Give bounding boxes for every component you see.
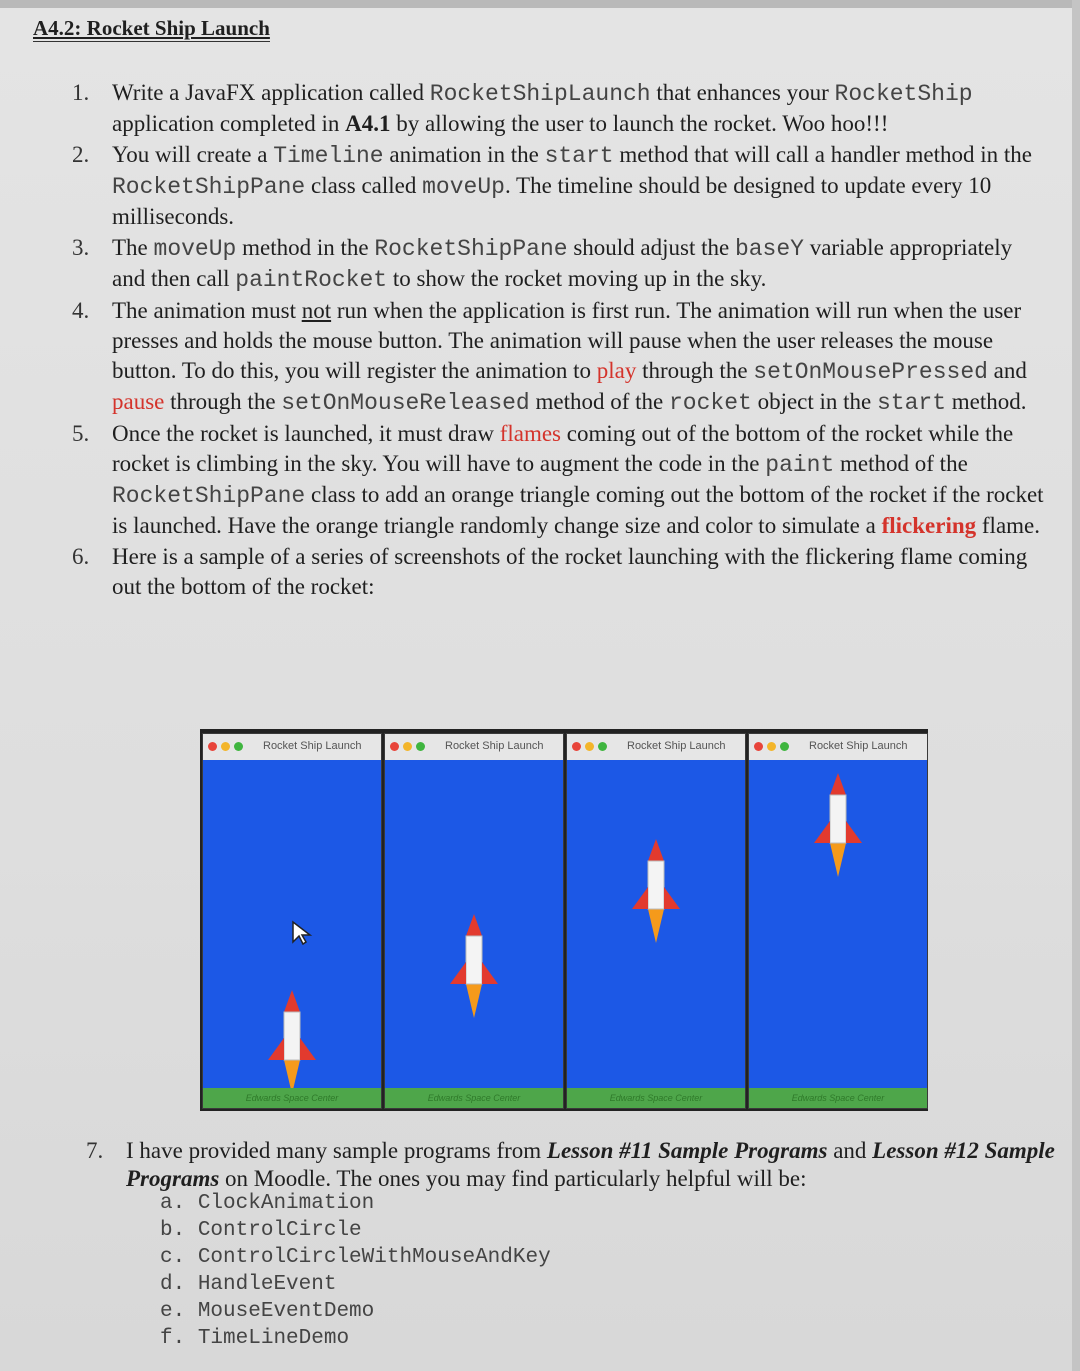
- rocket-nose: [648, 839, 664, 861]
- instruction-list: [72, 78, 1047, 603]
- sample-label: f.: [160, 1327, 186, 1350]
- sample-label: c.: [160, 1246, 186, 1269]
- text-run: paintRocket: [235, 267, 388, 293]
- rocket-right-fin: [482, 962, 498, 984]
- rocket-left-fin: [632, 887, 648, 909]
- rocket-left-fin: [450, 962, 466, 984]
- rocket-body: [648, 861, 664, 909]
- item-number: 7.: [86, 1138, 104, 1163]
- text-run: flames: [499, 421, 561, 446]
- item-number: 5.: [72, 421, 90, 446]
- item-number: 6.: [72, 544, 90, 569]
- instruction-item-3: [72, 233, 1047, 295]
- text-run: method of the: [529, 389, 669, 414]
- text-run: setOnMousePressed: [753, 359, 988, 385]
- sample-name: HandleEvent: [197, 1273, 337, 1296]
- sample-label: e.: [160, 1300, 186, 1323]
- rocket-body: [284, 1012, 300, 1060]
- text-run: class to add an orange triangle coming out the bottom of the rocket if the rocket is launched. Have the orange triangle randomly change size and color to simulate a: [112, 482, 1044, 538]
- rocket-nose: [284, 990, 300, 1012]
- sample-name: ClockAnimation: [197, 1192, 375, 1215]
- text-run: start: [877, 390, 947, 416]
- rocket-icon[interactable]: [808, 773, 868, 877]
- text-run: You will create a: [112, 142, 274, 167]
- text-run: Timeline: [273, 143, 384, 169]
- window-close-icon[interactable]: [390, 742, 399, 751]
- window-zoom-icon[interactable]: [598, 742, 607, 751]
- text-run: setOnMouseReleased: [281, 390, 530, 416]
- text-run: RocketShip: [834, 81, 973, 107]
- rocket-flame: [648, 909, 664, 943]
- window-title: Rocket Ship Launch: [809, 740, 908, 752]
- window-minimize-icon[interactable]: [585, 742, 594, 751]
- ground-label: Edwards Space Center: [385, 1088, 563, 1108]
- text-run: to show the rocket moving up in the sky.: [387, 266, 767, 291]
- text-run: and: [827, 1138, 873, 1163]
- window-titlebar: [385, 734, 563, 760]
- text-run: run when the application is first run. The animation will run when the user presses and holds the mouse button. The animation will pause when the user releases the mouse button. To do this, you will register the animation to: [112, 298, 1022, 383]
- rocket-window-4: [748, 733, 928, 1109]
- rocket-right-fin: [664, 887, 680, 909]
- instruction-item-5: [72, 419, 1047, 541]
- instruction-item-4: [72, 296, 1047, 418]
- text-run: The: [112, 235, 154, 260]
- item-number: 1.: [72, 80, 90, 105]
- sample-name: ControlCircleWithMouseAndKey: [197, 1246, 551, 1269]
- window-zoom-icon[interactable]: [780, 742, 789, 751]
- sample-name: ControlCircle: [197, 1219, 362, 1242]
- rocket-flame: [830, 843, 846, 877]
- window-minimize-icon[interactable]: [403, 742, 412, 751]
- text-run: baseY: [734, 236, 804, 262]
- text-run: RocketShipLaunch: [429, 81, 651, 107]
- sample-program-list: [160, 1190, 551, 1352]
- text-run: application completed in: [112, 111, 346, 136]
- text-run: animation in the: [383, 142, 545, 167]
- rocket-nose: [466, 914, 482, 936]
- item-number: 4.: [72, 298, 90, 323]
- text-run: The animation must: [112, 298, 302, 323]
- rocket-icon[interactable]: [262, 990, 322, 1094]
- window-zoom-icon[interactable]: [234, 742, 243, 751]
- text-run: not: [301, 298, 332, 323]
- page-top-edge: [0, 0, 1080, 8]
- rocket-flame: [466, 984, 482, 1018]
- sample-label: a.: [160, 1192, 186, 1215]
- window-close-icon[interactable]: [754, 742, 763, 751]
- window-minimize-icon[interactable]: [767, 742, 776, 751]
- item-number: 3.: [72, 235, 90, 260]
- rocket-body: [466, 936, 482, 984]
- rocket-window-3: [566, 733, 746, 1109]
- sample-program-item: [160, 1325, 551, 1352]
- instruction-item-2: [72, 140, 1047, 232]
- text-run: play: [596, 358, 637, 383]
- text-run: Write a JavaFX application called: [112, 80, 430, 105]
- text-run: RocketShipPane: [112, 174, 306, 200]
- text-run: flickering: [881, 513, 977, 538]
- sample-program-item: [160, 1244, 551, 1271]
- window-title: Rocket Ship Launch: [445, 740, 544, 752]
- ground-label: Edwards Space Center: [567, 1088, 745, 1108]
- sample-label: d.: [160, 1273, 186, 1296]
- text-run: rocket: [668, 390, 752, 416]
- text-run: and: [987, 358, 1027, 383]
- rocket-icon[interactable]: [444, 914, 504, 1018]
- rocket-left-fin: [268, 1038, 284, 1060]
- sample-program-item: [160, 1217, 551, 1244]
- window-title: Rocket Ship Launch: [627, 740, 726, 752]
- sample-name: MouseEventDemo: [197, 1300, 375, 1323]
- text-run: through the: [636, 358, 754, 383]
- sample-program-item: [160, 1298, 551, 1325]
- sample-program-item: [160, 1271, 551, 1298]
- text-run: on Moodle. The ones you may find particularly helpful will be:: [219, 1166, 807, 1191]
- text-run: Lesson #12 Sample Programs: [126, 1138, 1055, 1191]
- ground-label: Edwards Space Center: [749, 1088, 927, 1108]
- text-run: should adjust the: [567, 235, 735, 260]
- screenshot-strip: [200, 729, 928, 1111]
- rocket-right-fin: [300, 1038, 316, 1060]
- ground-label: Edwards Space Center: [203, 1088, 381, 1108]
- window-zoom-icon[interactable]: [416, 742, 425, 751]
- window-titlebar: [203, 734, 381, 760]
- instruction-item-1: [72, 78, 1047, 139]
- rocket-window-2: [384, 733, 564, 1109]
- assignment-heading: A4.2: Rocket Ship Launch: [33, 16, 270, 40]
- text-run: RocketShipPane: [374, 236, 568, 262]
- text-run: method of the: [834, 451, 968, 476]
- rocket-window-1: [202, 733, 382, 1109]
- text-run: class called: [305, 173, 423, 198]
- text-run: moveUp: [422, 174, 505, 200]
- text-run: Once the rocket is launched, it must draw: [112, 421, 500, 446]
- text-run: A4.1: [345, 111, 391, 136]
- item-number: 2.: [72, 142, 90, 167]
- rocket-icon[interactable]: [626, 839, 686, 943]
- text-run: RocketShipPane: [112, 483, 306, 509]
- text-run: start: [544, 143, 614, 169]
- sample-name: TimeLineDemo: [197, 1327, 350, 1350]
- text-run: paint: [765, 452, 835, 478]
- instruction-item-6: [72, 542, 1047, 602]
- text-run: Lesson #11 Sample Programs: [546, 1138, 828, 1163]
- window-titlebar: [749, 734, 927, 760]
- window-minimize-icon[interactable]: [221, 742, 230, 751]
- window-titlebar: [567, 734, 745, 760]
- text-run: variable appropriately and then call: [112, 235, 1013, 291]
- window-close-icon[interactable]: [208, 742, 217, 751]
- rocket-left-fin: [814, 821, 830, 843]
- text-run: through the: [164, 389, 282, 414]
- instruction-item-7: [86, 1137, 1080, 1193]
- text-run: flame.: [976, 513, 1040, 538]
- text-run: object in the: [751, 389, 877, 414]
- sample-program-item: [160, 1190, 551, 1217]
- text-run: coming out of the bottom of the rocket while the rocket is climbing in the sky. You will have to augment the code in the: [112, 421, 1014, 476]
- window-close-icon[interactable]: [572, 742, 581, 751]
- text-run: pause: [112, 389, 165, 414]
- text-run: Here is a sample of a series of screenshots of the rocket launching with the flickering flame coming out the bottom of the rocket:: [112, 544, 1028, 599]
- text-run: . The timeline should be designed to update every 10 milliseconds.: [112, 173, 992, 229]
- text-run: method in the: [236, 235, 375, 260]
- sample-label: b.: [160, 1219, 186, 1242]
- mouse-cursor-icon: [291, 920, 313, 946]
- text-run: I have provided many sample programs from: [126, 1138, 547, 1163]
- rocket-body: [830, 795, 846, 843]
- text-run: moveUp: [153, 236, 237, 262]
- text-run: that enhances your: [650, 80, 835, 105]
- rocket-nose: [830, 773, 846, 795]
- text-run: by allowing the user to launch the rocket. Woo hoo!!!: [390, 111, 889, 136]
- text-run: method.: [946, 389, 1027, 414]
- text-run: method that will call a handler method in the: [613, 142, 1032, 167]
- window-title: Rocket Ship Launch: [263, 740, 362, 752]
- rocket-right-fin: [846, 821, 862, 843]
